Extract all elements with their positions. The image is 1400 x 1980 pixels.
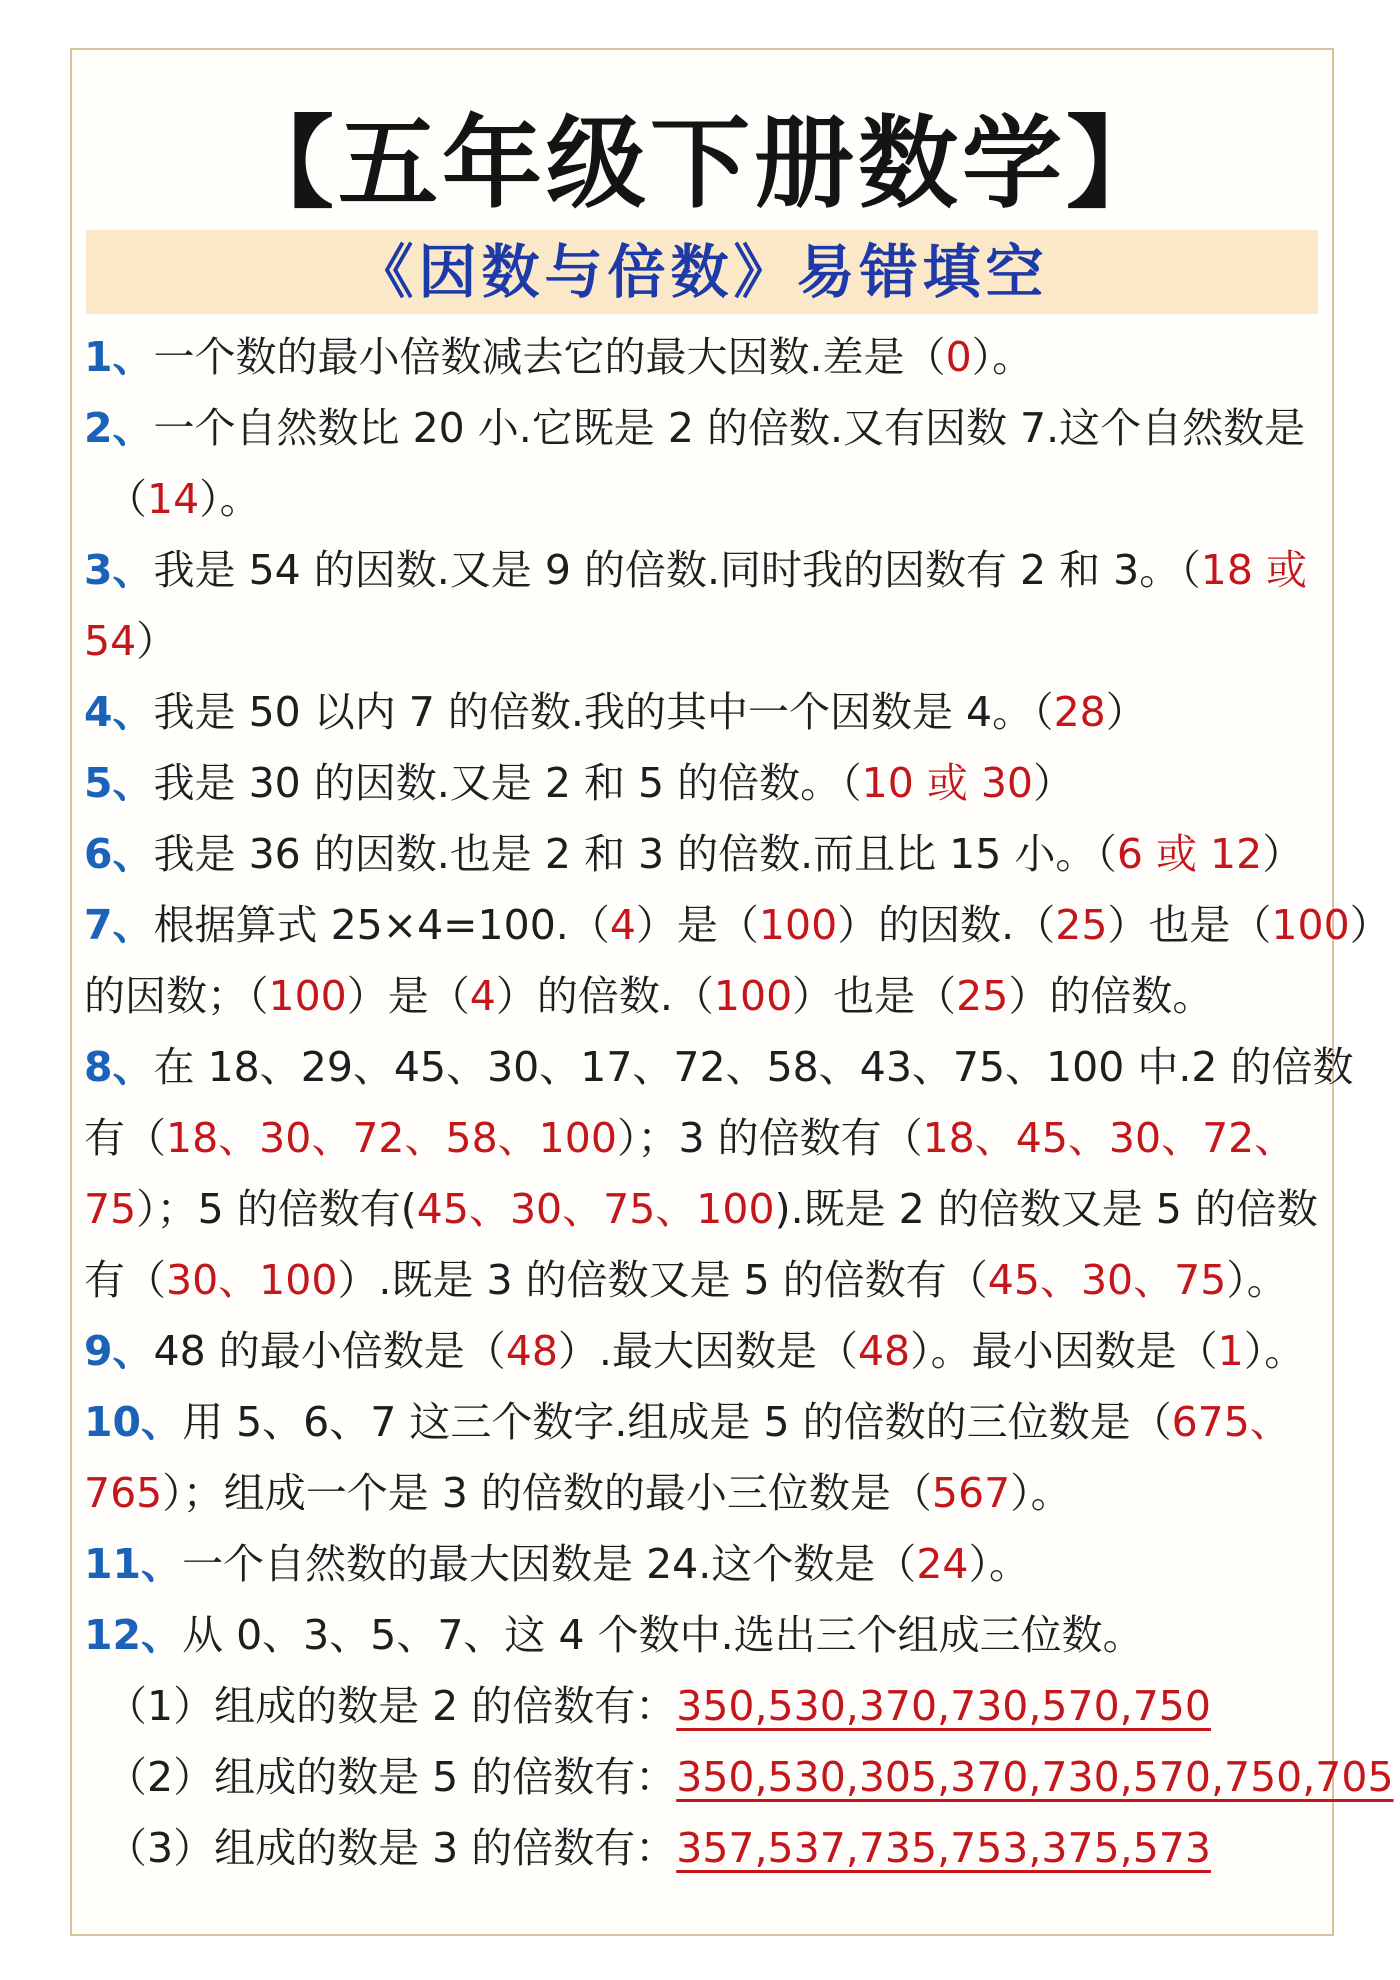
question-text: ） <box>136 617 178 665</box>
answer: 100 <box>1271 901 1350 949</box>
question-text: ）。 <box>1226 1256 1288 1304</box>
answer: 75 <box>84 1185 137 1233</box>
question-text: ）也是（ <box>792 972 957 1020</box>
answer: 48 <box>857 1327 911 1375</box>
underlined-answer: 350,530,370,730,570,750 <box>676 1682 1211 1730</box>
question-text: ）也是（ <box>1107 901 1272 949</box>
question-text: ）。 <box>199 475 261 523</box>
question-text: 有（ <box>84 1256 166 1304</box>
question-text: ）；5 的倍数有( <box>136 1185 417 1233</box>
answer: 48 <box>505 1327 558 1375</box>
question-text: ）。 <box>971 333 1034 381</box>
question-number: 2、 <box>84 404 154 452</box>
question-5 <box>84 748 1324 819</box>
answer: 100 <box>758 901 838 949</box>
page-title: 【五年级下册数学】 <box>234 104 1170 222</box>
question-8-cont <box>84 1174 1324 1245</box>
question-number: 3、 <box>84 546 154 594</box>
question-text: 用 5、6、7 这三个数字.组成是 5 的倍数的三位数是（ <box>182 1398 1172 1446</box>
answer: 25 <box>956 972 1009 1020</box>
question-text: ） <box>1033 759 1075 807</box>
question-text: 有（ <box>84 1114 166 1162</box>
answer: 100 <box>713 972 793 1020</box>
question-8-cont <box>84 1103 1324 1174</box>
question-number: 11、 <box>84 1540 183 1588</box>
question-number: 10、 <box>84 1398 183 1446</box>
question-text: ）.最大因数是（ <box>557 1327 858 1375</box>
question-number: 5、 <box>84 759 154 807</box>
question-text: 从 0、3、5、7、这 4 个数中.选出三个组成三位数。 <box>182 1611 1144 1659</box>
question-text: ）的因数.（ <box>837 901 1056 949</box>
question-number: 1、 <box>84 333 154 381</box>
answer: 14 <box>147 475 200 523</box>
question-text: 根据算式 25×4=100.（ <box>153 901 610 949</box>
question-text: ）.既是 3 的倍数又是 5 的倍数有（ <box>337 1256 988 1304</box>
question-number: 12、 <box>84 1611 183 1659</box>
answer: 4 <box>469 972 496 1020</box>
question-6 <box>84 819 1324 890</box>
answer: 6 或 12 <box>1116 830 1263 878</box>
question-2 <box>84 393 1324 464</box>
answer: 4 <box>609 901 636 949</box>
page-subtitle: 《因数与倍数》易错填空 <box>355 238 1049 306</box>
question-list <box>84 322 1394 1884</box>
answer: 18、45、30、72、 <box>922 1114 1296 1162</box>
answer: 45、30、75、100 <box>416 1185 775 1233</box>
answer: 1 <box>1217 1327 1244 1375</box>
question-text: 一个数的最小倍数减去它的最大因数.差是（ <box>153 333 946 381</box>
answer: 45、30、75 <box>987 1256 1227 1304</box>
part-label: （3）组成的数是 3 的倍数有： <box>106 1824 677 1872</box>
question-text: 我是 50 以内 7 的倍数.我的其中一个因数是 4。（ <box>153 688 1054 736</box>
question-12 <box>84 1600 1324 1671</box>
answer: 25 <box>1055 901 1108 949</box>
question-7-cont <box>84 961 1324 1032</box>
question-text: 我是 30 的因数.又是 2 和 5 的倍数。（ <box>153 759 862 807</box>
question-11 <box>84 1529 1324 1600</box>
answer: 567 <box>931 1469 1011 1517</box>
answer: 28 <box>1053 688 1106 736</box>
question-text: ）是（ <box>346 972 470 1020</box>
question-text: ） <box>1262 830 1304 878</box>
question-2-cont <box>84 464 1324 535</box>
question-4 <box>84 677 1324 748</box>
question-12-part-1 <box>84 1671 1324 1742</box>
question-text: ）。 <box>968 1540 1030 1588</box>
question-text: 我是 36 的因数.也是 2 和 3 的倍数.而且比 15 小。（ <box>153 830 1117 878</box>
answer: 0 <box>945 333 972 381</box>
question-text: ）的倍数。 <box>1008 972 1214 1020</box>
part-label: （2）组成的数是 5 的倍数有： <box>106 1753 677 1801</box>
question-text: ）。 <box>1010 1469 1072 1517</box>
part-label: （1）组成的数是 2 的倍数有： <box>106 1682 677 1730</box>
question-text: 一个自然数比 20 小.它既是 2 的倍数.又有因数 7.这个自然数是 <box>153 404 1306 452</box>
question-3 <box>84 535 1324 606</box>
question-text: 的因数；（ <box>84 972 269 1020</box>
underlined-answer: 350,530,305,370,730,570,750,705 <box>676 1753 1394 1801</box>
question-text: ） <box>1349 901 1391 949</box>
question-1 <box>84 322 1324 393</box>
question-text: ） <box>1105 688 1147 736</box>
question-number: 4、 <box>84 688 154 736</box>
question-number: 7、 <box>84 901 154 949</box>
answer: 675、 <box>1171 1398 1291 1446</box>
answer: 24 <box>916 1540 969 1588</box>
question-10 <box>84 1387 1324 1458</box>
question-text: ）；组成一个是 3 的倍数的最小三位数是（ <box>162 1469 932 1517</box>
question-text: ）。 <box>1243 1327 1306 1375</box>
question-text: ）；3 的倍数有（ <box>616 1114 923 1162</box>
question-text: （ <box>106 475 147 523</box>
subtitle-band <box>86 230 1318 314</box>
question-number: 9、 <box>84 1327 154 1375</box>
question-text: ）。最小因数是（ <box>910 1327 1218 1375</box>
question-text: 一个自然数的最大因数是 24.这个数是（ <box>182 1540 917 1588</box>
question-text: 在 18、29、45、30、17、72、58、43、75、100 中.2 的倍数 <box>153 1043 1354 1091</box>
question-10-cont <box>84 1458 1324 1529</box>
question-7 <box>84 890 1391 961</box>
question-text: 我是 54 的因数.又是 9 的倍数.同时我的因数有 2 和 3。（ <box>153 546 1201 594</box>
question-9 <box>84 1316 1324 1387</box>
question-12-part-3 <box>84 1813 1324 1884</box>
answer: 10 或 30 <box>861 759 1034 807</box>
underlined-answer: 357,537,735,753,375,573 <box>676 1824 1211 1872</box>
question-text: ).既是 2 的倍数又是 5 的倍数 <box>774 1185 1318 1233</box>
answer: 30、100 <box>166 1256 338 1304</box>
answer: 18 或 <box>1200 546 1307 594</box>
answer: 100 <box>268 972 347 1020</box>
question-3-cont <box>84 606 1324 677</box>
question-number: 6、 <box>84 830 154 878</box>
question-12-part-2 <box>84 1742 1394 1813</box>
question-number: 8、 <box>84 1043 154 1091</box>
question-text: 48 的最小倍数是（ <box>153 1327 506 1375</box>
answer: 54 <box>84 617 137 665</box>
question-8-cont <box>84 1245 1324 1316</box>
answer: 18、30、72、58、100 <box>166 1114 617 1162</box>
question-8 <box>84 1032 1354 1103</box>
question-text: ）是（ <box>635 901 759 949</box>
answer: 765 <box>84 1469 163 1517</box>
question-text: ）的倍数.（ <box>495 972 714 1020</box>
